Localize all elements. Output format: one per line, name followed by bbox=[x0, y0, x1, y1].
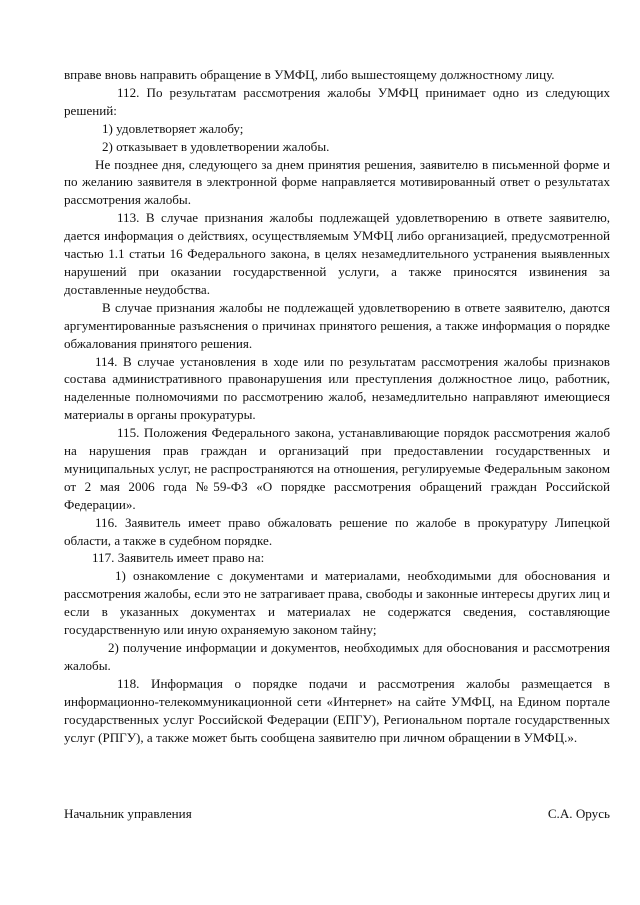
paragraph-116: 116. Заявитель имеет право обжаловать решение по жалобе в прокуратуру Липецкой области, а также в судебном порядке. bbox=[64, 514, 610, 548]
list-item-112-1: 1) удовлетворяет жалобу; bbox=[102, 120, 244, 136]
paragraph-114: 114. В случае установления в ходе или по результатам рассмотрения жалобы признаков состава административного правонарушения или преступления должностное лицо, работник, наделенные полномочиями по рассмотрению жалоб, незамедлительно направляют имеющиеся материалы в органы прокуратуры. bbox=[64, 353, 610, 423]
paragraph-117: 117. Заявитель имеет право на: bbox=[92, 550, 265, 566]
paragraph-115: 115. Положения Федерального закона, устанавливающие порядок рассмотрения жалоб на нарушения прав граждан и организаций при предоставлении государственных и муниципальных услуг, не распространяются на отношения, регулируемые Федеральным законом от 2 мая 2006 года №59-ФЗ «О порядке рассмотрения обращений граждан Российской Федерации». bbox=[64, 425, 610, 512]
paragraph-continuation: вправе вновь направить обращение в УМФЦ, либо вышестоящему должностному лицу. bbox=[64, 67, 555, 82]
signature-position: Начальник управления bbox=[64, 806, 192, 821]
document-body bbox=[64, 66, 610, 746]
signature-block bbox=[64, 805, 610, 823]
list-item-117-2: 2) получение информации и документов, необходимых для обоснования и рассмотрения жалобы. bbox=[64, 640, 610, 673]
paragraph-113: 113. В случае признания жалобы подлежащей удовлетворению в ответе заявителю, дается информация о действиях, осуществляемым УМФЦ либо организацией, предусмотренной частью 1.1 статьи 16 Федерального закона, в целях незамедлительного устранения выявленных нарушений при оказании государственной услуги, а также приносятся извинения за доставленные неудобства. bbox=[64, 210, 610, 297]
paragraph-113-refusal: В случае признания жалобы не подлежащей удовлетворению в ответе заявителю, даются аргументированные разъяснения о причинах принятого решения, а также информация о порядке обжалования принятого решения. bbox=[64, 299, 610, 351]
list-item-117-1: 1) ознакомление с документами и материалами, необходимыми для обоснования и рассмотрения жалобы, если это не затрагивает права, свободы и законные интересы других лиц и если в указанных документах и материалах не содержатся сведения, составляющие государственную или иную охраняемую законом тайну; bbox=[64, 568, 610, 638]
paragraph-112-response: Не позднее дня, следующего за днем принятия решения, заявителю в письменной форме и по желанию заявителя в электронной форме направляется мотивированный ответ о результатах рассмотрения жалобы. bbox=[64, 156, 610, 208]
paragraph-112: 112. По результатам рассмотрения жалобы УМФЦ принимает одно из следующих решений: bbox=[64, 84, 610, 118]
paragraph-118: 118. Информация о порядке подачи и рассмотрения жалобы размещается в информационно-телекоммуникационной сети «Интернет» на сайте УМФЦ, на Едином портале государственных услуг Российской Федерации (ЕПГУ), Региональном портале государственных услуг (РПГУ), а также может быть сообщена заявителю при личном обращении в УМФЦ.». bbox=[64, 675, 610, 745]
signature-name: С.А. Орусь bbox=[547, 806, 610, 821]
list-item-112-2: 2) отказывает в удовлетворении жалобы. bbox=[102, 138, 330, 154]
